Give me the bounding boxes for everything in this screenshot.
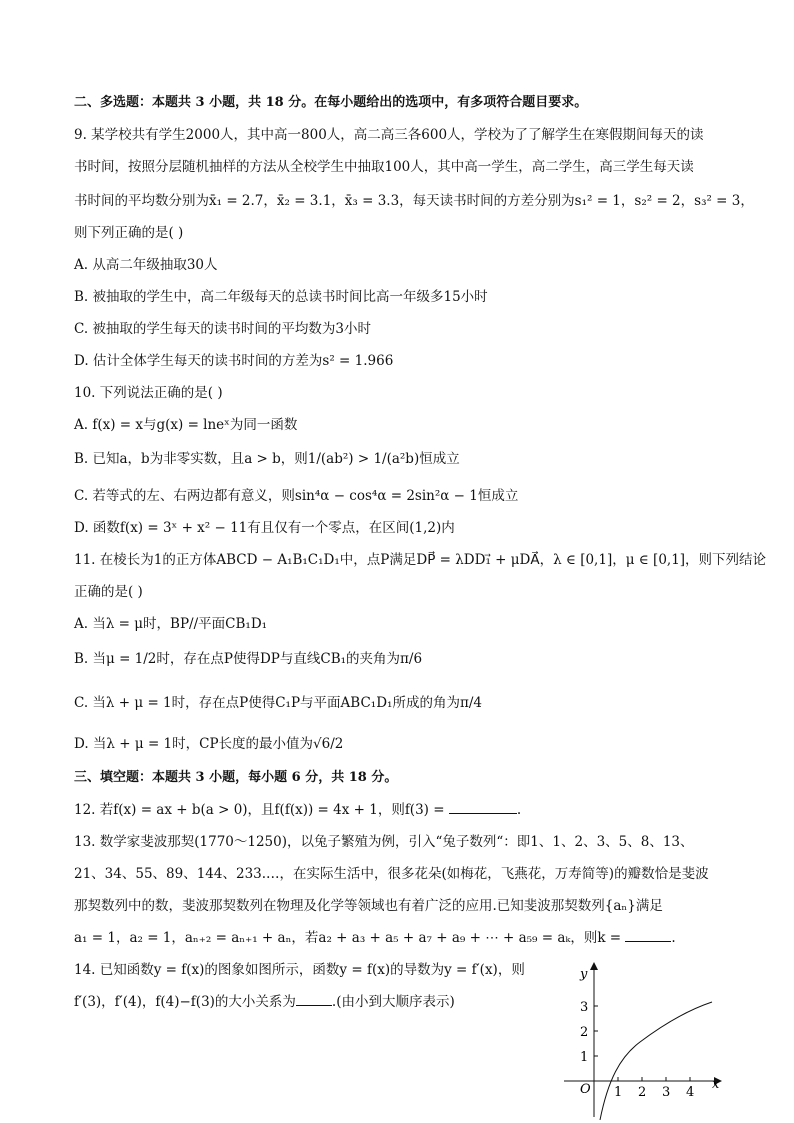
line-text: B. 被抽取的学生中，高二年级每天的总读书时间比高一年级多15小时 — [74, 289, 488, 305]
text-line — [74, 735, 343, 753]
text-line — [74, 650, 422, 668]
section-heading — [74, 94, 587, 112]
text-line — [74, 126, 704, 144]
text-line — [74, 352, 393, 370]
text-line — [74, 158, 694, 176]
text-line — [74, 487, 518, 505]
answer-blank[interactable] — [625, 929, 671, 942]
function-graph — [560, 960, 730, 1120]
line-text: 三、填空题：本题共 3 小题，每小题 6 分，共 18 分。 — [74, 770, 398, 785]
line-text: 10. 下列说法正确的是( ) — [74, 385, 223, 401]
origin-label: O — [580, 1082, 591, 1097]
x-tick-label: 2 — [638, 1085, 647, 1100]
line-text: A. 当λ = μ时，BP//平面CB₁D₁ — [74, 616, 268, 632]
text-line — [74, 320, 371, 338]
line-text: C. 若等式的左、右两边都有意义，则sin⁴α − cos⁴α = 2sin²α − 1恒成立 — [74, 488, 519, 504]
line-text: 11. 在棱长为1的正方体ABCD − A₁B₁C₁D₁中，点P满足DP⃗ = λDD₁⃗ + μDA⃗，λ ∈ [0,1]，μ ∈ [0,1]，则下列结论 — [74, 552, 767, 568]
line-text: 正确的是( ) — [74, 584, 143, 600]
text-line — [74, 551, 766, 569]
line-text: D. 估计全体学生每天的读书时间的方差为s² = 1.966 — [74, 353, 394, 369]
text-line — [74, 224, 183, 242]
x-tick-label: 4 — [686, 1085, 695, 1100]
line-text: 书时间，按照分层随机抽样的方法从全校学生中抽取100人，其中高一学生，高二学生，高三学生每天读 — [74, 159, 694, 175]
line-text: 21、34、55、89、144、233.…，在实际生活中，很多花朵(如梅花，飞燕花，万寿简等)的瓣数恰是斐波 — [74, 866, 709, 882]
text-line — [74, 993, 455, 1011]
text-line — [74, 694, 482, 712]
line-text: C. 被抽取的学生每天的读书时间的平均数为3小时 — [74, 321, 372, 337]
line-text: f′(3)，f′(4)，f(4)−f(3)的大小关系为 — [74, 994, 296, 1010]
text-line — [74, 192, 754, 210]
line-text: D. 当λ + μ = 1时，CP长度的最小值为√6/2 — [74, 736, 344, 752]
curve — [600, 1002, 712, 1120]
text-line — [74, 833, 694, 851]
line-text: 则下列正确的是( ) — [74, 225, 184, 241]
text-line — [74, 288, 488, 306]
text-line — [74, 519, 455, 537]
text-line — [74, 897, 663, 915]
answer-blank[interactable] — [296, 993, 332, 1006]
text-line — [74, 450, 460, 468]
line-text: 12. 若f(x) = ax + b(a > 0)，且f(f(x)) = 4x + 1，则f(3) = — [74, 802, 449, 818]
line-text: A. f(x) = x与g(x) = lneˣ为同一函数 — [74, 417, 298, 433]
x-axis-label: x — [712, 1077, 720, 1092]
line-suffix: .(由小到大顺序表示) — [331, 994, 455, 1010]
text-line — [74, 961, 525, 979]
line-text: 书时间的平均数分别为x̄₁ = 2.7，x̄₂ = 3.1，x̄₃ = 3.3，每天读书时间的方差分别为s₁² = 1，s₂² = 2，s₃² = 3， — [74, 193, 754, 209]
line-text: B. 已知a，b为非零实数，且a > b，则1/(ab²) > 1/(a²b)恒成立 — [74, 451, 460, 467]
text-line — [74, 416, 297, 434]
x-tick-label: 3 — [662, 1085, 671, 1100]
line-text: B. 当μ = 1/2时，存在点P使得DP与直线CB₁的夹角为π/6 — [74, 651, 423, 667]
line-suffix: . — [516, 802, 522, 818]
line-text: C. 当λ + μ = 1时，存在点P使得C₁P与平面ABC₁D₁所成的角为π/4 — [74, 695, 482, 711]
x-tick-label: 1 — [614, 1085, 623, 1100]
text-line — [74, 865, 709, 883]
line-text: 13. 数学家斐波那契(1770～1250)，以兔子繁殖为例，引入“兔子数列“：即1、1、2、3、5、8、13、 — [74, 834, 694, 850]
text-line — [74, 929, 676, 947]
text-line — [74, 384, 223, 402]
line-text: 二、多选题：本题共 3 小题，共 18 分。在每小题给出的选项中，有多项符合题目要求。 — [74, 95, 588, 110]
y-tick-label: 1 — [580, 1050, 589, 1065]
line-suffix: . — [671, 930, 676, 946]
text-line — [74, 801, 521, 819]
line-text: A. 从高二年级抽取30人 — [74, 257, 218, 273]
answer-blank[interactable] — [449, 801, 517, 814]
line-text: 那契数列中的数，斐波那契数列在物理及化学等领域也有着广泛的应用.已知斐波那契数列{aₙ}满足 — [74, 898, 663, 914]
line-text: 9. 某学校共有学生2000人，其中高一800人，高二高三各600人，学校为了了解学生在寒假期间每天的读 — [74, 127, 704, 143]
line-text: 14. 已知函数y = f(x)的图象如图所示，函数y = f(x)的导数为y = f′(x)，则 — [74, 962, 525, 978]
text-line — [74, 256, 218, 274]
text-line — [74, 583, 143, 601]
text-line — [74, 615, 267, 633]
line-text: a₁ = 1，a₂ = 1，aₙ₊₂ = aₙ₊₁ + aₙ，若a₂ + a₃ + a₅ + a₇ + a₉ + ⋯ + a₅₉ = aₖ，则k = — [74, 930, 626, 946]
y-axis-label: y — [580, 967, 588, 982]
section-heading — [74, 769, 397, 787]
line-text: D. 函数f(x) = 3ˣ + x² − 11有且仅有一个零点，在区间(1,2)内 — [74, 520, 455, 536]
y-tick-label: 3 — [580, 1000, 589, 1015]
y-tick-label: 2 — [580, 1025, 589, 1040]
